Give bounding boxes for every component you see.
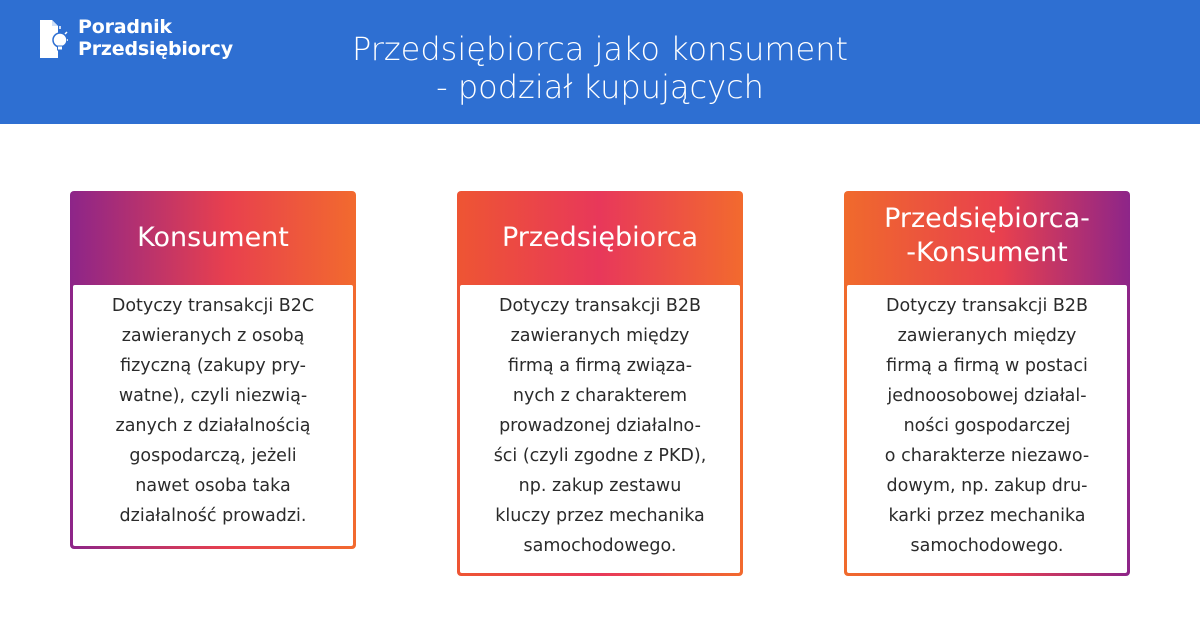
card-body-text (861, 291, 1113, 561)
header-banner (0, 0, 1200, 124)
logo[interactable] (38, 16, 238, 66)
card-body-line: Dotyczy transakcji B2B (885, 296, 1089, 316)
card-heading (844, 191, 1130, 285)
card-body-line: karki przez mechanika (888, 506, 1086, 526)
card-body-line: zanych z działalnością (115, 416, 311, 436)
card-heading (457, 191, 743, 285)
card-body-box (73, 285, 353, 546)
logo-line-2: Przedsiębiorcy (78, 38, 233, 60)
page-title-line-1: Przedsiębiorca jako konsument (351, 30, 849, 68)
card-body-line: nych z charakterem (512, 386, 688, 406)
card-body-line: kluczy przez mechanika (495, 506, 705, 526)
card-heading (70, 191, 356, 285)
card-konsument (70, 191, 356, 549)
page-title-line-2: - podział kupujących (436, 68, 764, 106)
card-body-line: nawet osoba taka (135, 476, 291, 496)
card-body-box (847, 285, 1127, 573)
card-body-line: ści (czyli zgodne z PKD), (493, 446, 707, 466)
page-title (240, 30, 960, 106)
card-body-line: watne), czyli niezwią- (118, 386, 308, 406)
card-heading-line: Przedsiębiorca (501, 222, 699, 253)
logo-line-1: Poradnik (78, 16, 172, 38)
card-body-line: Dotyczy transakcji B2C (111, 296, 315, 316)
card-heading-line: Konsument (137, 222, 289, 253)
card-heading-line: Przedsiębiorca- (884, 203, 1090, 234)
card-body-line: Dotyczy transakcji B2B (498, 296, 702, 316)
card-body-line: o charakterze niezawo- (884, 446, 1090, 466)
card-body-line: prowadzonej działalno- (499, 416, 701, 436)
card-body-line: samochodowego. (910, 536, 1064, 556)
card-body-text (474, 291, 726, 561)
card-body-line: dowym, np. zakup dru- (886, 476, 1088, 496)
card-body-line: gospodarczą, jeżeli (129, 446, 297, 466)
card-body-text (87, 291, 339, 531)
card-body-line: zawieranych między (897, 326, 1077, 346)
card-body-line: firmą a firmą związa- (507, 356, 693, 376)
card-przedsiebiorca (457, 191, 743, 576)
card-body-line: firmą a firmą w postaci (886, 356, 1088, 376)
card-body-line: działalność prowadzi. (119, 506, 307, 526)
card-body-line: fizyczną (zakupy pry- (120, 356, 306, 376)
card-body-line: jednoosobowej działal- (887, 386, 1087, 406)
card-body-line: ności gospodarczej (903, 416, 1071, 436)
card-body-line: zawieranych między (510, 326, 690, 346)
card-heading-line: -Konsument (906, 237, 1068, 268)
card-body-line: np. zakup zestawu (518, 476, 682, 496)
lightbulb-page-icon (38, 16, 68, 62)
card-body-box (460, 285, 740, 573)
card-body-line: zawieranych z osobą (121, 326, 305, 346)
card-body-line: samochodowego. (523, 536, 677, 556)
card-przedsiebiorca-konsument (844, 191, 1130, 576)
